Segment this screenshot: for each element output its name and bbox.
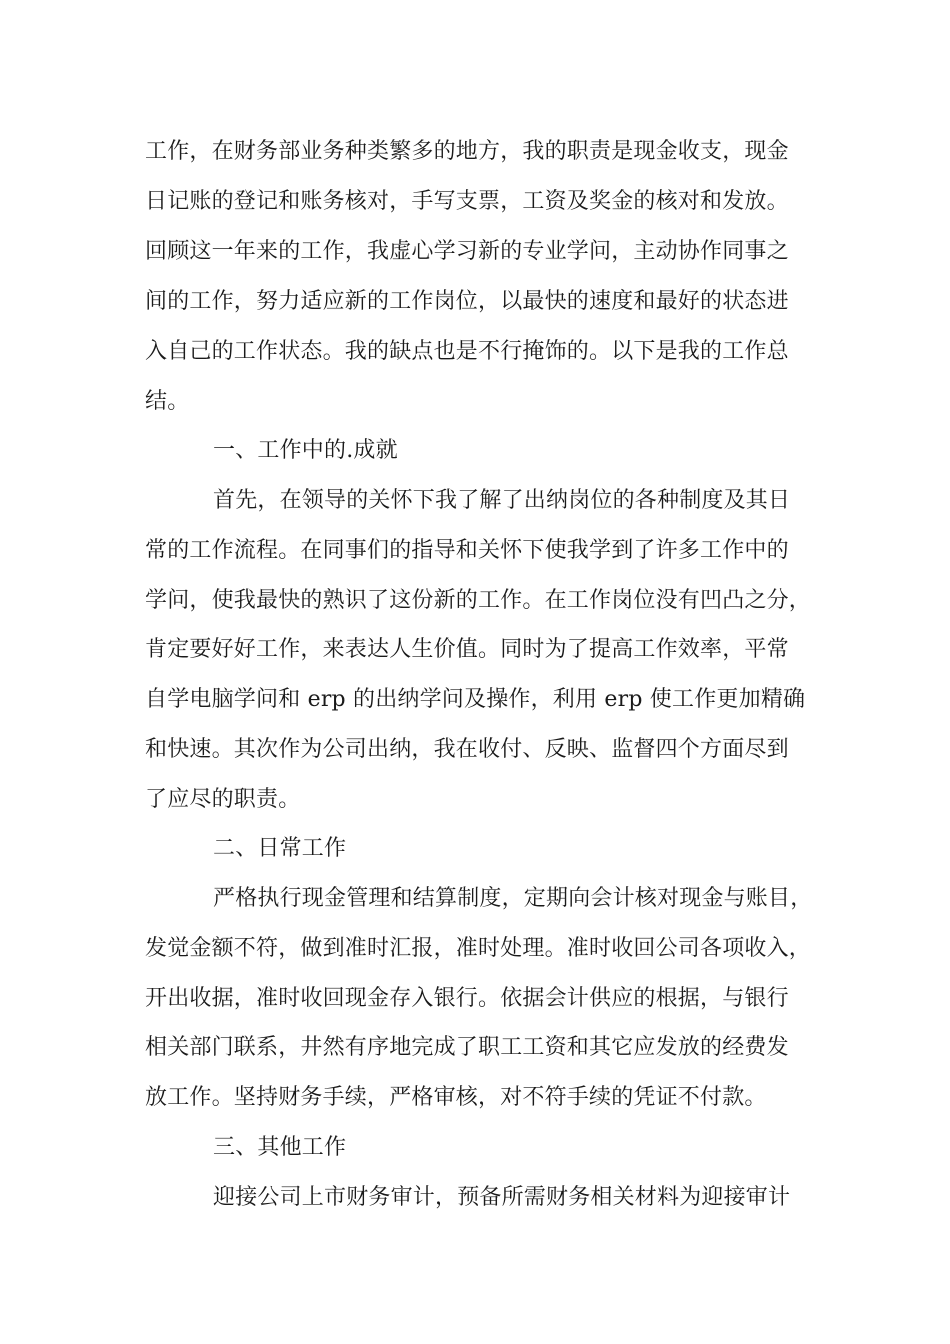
body-text-line: 放工作。坚持财务手续，严格审核，对不符手续的凭证不付款。: [145, 1085, 767, 1110]
body-text-line: 开出收据，准时收回现金存入银行。依据会计供应的根据，与银行: [145, 986, 789, 1011]
section-heading: 三、其他工作: [213, 1135, 347, 1160]
body-text-line: 和快速。其次作为公司出纳，我在收付、反映、监督四个方面尽到: [145, 737, 789, 762]
section-heading: 二、日常工作: [213, 836, 347, 861]
paragraph-first-line: 首先，在领导的关怀下我了解了出纳岗位的各种制度及其日: [213, 488, 791, 513]
body-text-line: 工作，在财务部业务种类繁多的地方，我的职责是现金收支，现金: [145, 139, 789, 164]
body-text-line: 了应尽的职责。: [145, 787, 301, 812]
body-text-line: 结。: [145, 389, 190, 414]
body-text-line: 间的工作，努力适应新的工作岗位，以最快的速度和最好的状态进: [145, 289, 789, 314]
body-text-line: 发觉金额不符，做到准时汇报，准时处理。准时收回公司各项收入，: [145, 936, 812, 961]
body-text-line: 肯定要好好工作，来表达人生价值。同时为了提高工作效率，平常: [145, 637, 789, 662]
body-text-line: 日记账的登记和账务核对，手写支票，工资及奖金的核对和发放。: [145, 189, 789, 214]
paragraph-first-line: 迎接公司上市财务审计，预备所需财务相关材料为迎接审计: [213, 1185, 791, 1210]
body-text-line: 常的工作流程。在同事们的指导和关怀下使我学到了许多工作中的: [145, 538, 789, 563]
body-text-line: 相关部门联系，井然有序地完成了职工工资和其它应发放的经费发: [145, 1035, 789, 1060]
body-text-line: 入自己的工作状态。我的缺点也是不行掩饰的。以下是我的工作总: [145, 339, 789, 364]
body-text-line: 自学电脑学问和 erp 的出纳学问及操作，利用 erp 使工作更加精确: [145, 687, 806, 712]
paragraph-first-line: 严格执行现金管理和结算制度，定期向会计核对现金与账目，: [213, 886, 813, 911]
section-heading: 一、工作中的.成就: [213, 438, 398, 463]
body-text-line: 回顾这一年来的工作，我虚心学习新的专业学问，主动协作同事之: [145, 239, 789, 264]
body-text-line: 学问，使我最快的熟识了这份新的工作。在工作岗位没有凹凸之分，: [145, 588, 812, 613]
